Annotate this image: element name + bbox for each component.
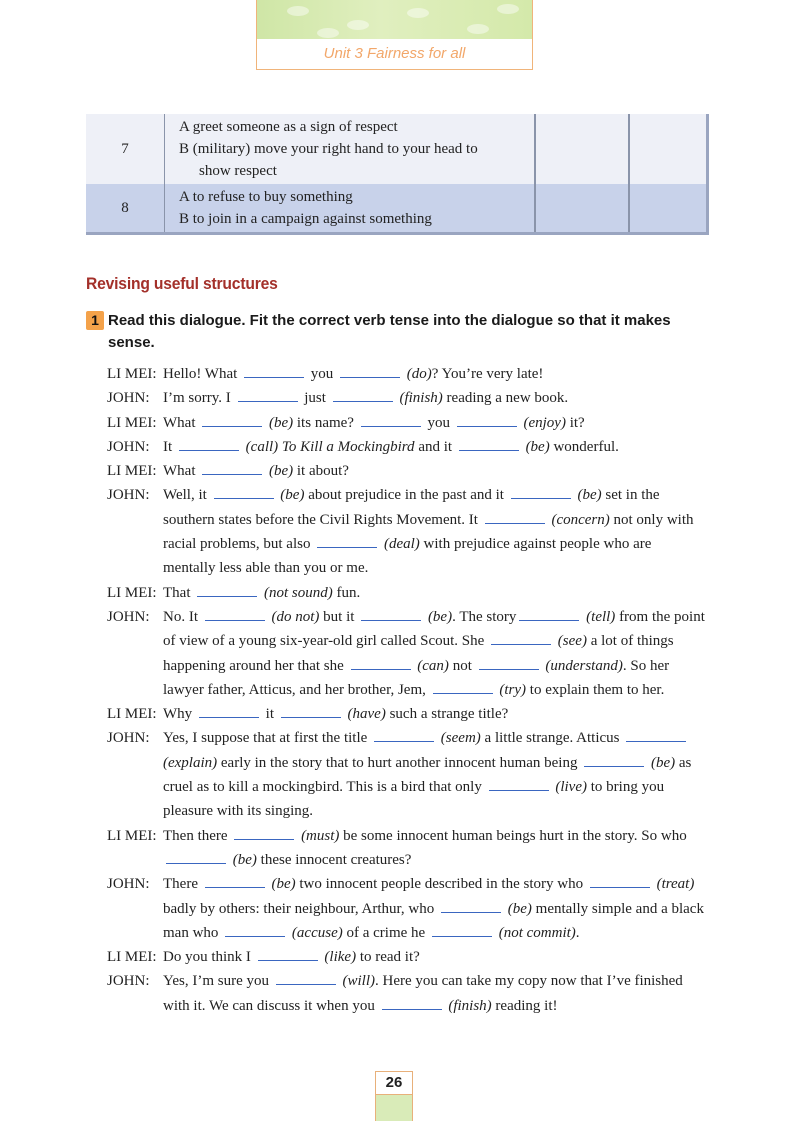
answer-blank[interactable] bbox=[205, 875, 265, 888]
speaker-label: JOHN: bbox=[107, 438, 150, 455]
dialogue-line bbox=[107, 969, 707, 1018]
verb-hint: (treat) bbox=[656, 876, 695, 893]
text-segment: Yes, I’m sure you bbox=[163, 973, 273, 990]
answer-blank[interactable] bbox=[333, 389, 393, 402]
dialogue-text bbox=[163, 605, 707, 702]
verb-hint: (be) bbox=[650, 754, 676, 771]
answer-blank[interactable] bbox=[205, 608, 265, 621]
definition-line: show respect bbox=[199, 163, 277, 179]
text-segment: such a strange title? bbox=[385, 706, 509, 723]
answer-blank[interactable] bbox=[340, 365, 400, 378]
answer-blank[interactable] bbox=[457, 414, 517, 427]
verb-hint: (be) bbox=[280, 487, 305, 504]
text-segment: I’m sorry. I bbox=[163, 390, 235, 407]
answer-cell[interactable] bbox=[535, 184, 629, 234]
verb-hint: (enjoy) bbox=[523, 414, 566, 431]
speaker-label: JOHN: bbox=[107, 487, 150, 504]
text-segment: a lot of things happening around her that she bbox=[163, 633, 674, 674]
definition-line: B to join in a campaign against something bbox=[179, 211, 432, 227]
answer-blank[interactable] bbox=[225, 924, 285, 937]
answer-blank[interactable] bbox=[361, 608, 421, 621]
speaker-label: LI MEI: bbox=[107, 706, 157, 723]
answer-blank[interactable] bbox=[590, 875, 650, 888]
text-segment: That bbox=[163, 584, 195, 601]
answer-blank[interactable] bbox=[238, 389, 298, 402]
text-segment: reading a new book. bbox=[442, 390, 569, 407]
definition-line: A to refuse to buy something bbox=[179, 189, 353, 205]
text-segment: you bbox=[423, 414, 454, 431]
verb-hint: (be) bbox=[525, 438, 550, 455]
dialogue-line bbox=[107, 435, 707, 459]
answer-blank[interactable] bbox=[179, 438, 239, 451]
dialogue-line bbox=[107, 459, 707, 483]
text-segment: as cruel as to kill a mockingbird. This is a bird that only bbox=[163, 754, 692, 796]
answer-blank[interactable] bbox=[511, 486, 571, 499]
verb-hint: (do not) bbox=[271, 608, 320, 625]
answer-blank[interactable] bbox=[374, 729, 434, 742]
verb-hint: (can) bbox=[417, 657, 449, 674]
dialogue-text bbox=[163, 969, 707, 1018]
text-segment: wonderful. bbox=[549, 438, 619, 455]
verb-hint: (be) bbox=[577, 487, 602, 504]
verb-hint: (be) bbox=[232, 851, 257, 868]
dialogue-line bbox=[107, 362, 707, 386]
answer-blank[interactable] bbox=[479, 657, 539, 670]
verb-hint: (not sound) bbox=[264, 584, 333, 601]
text-segment: be some innocent human beings hurt in the story. So who bbox=[339, 827, 687, 844]
instruction-text: Read this dialogue. Fit the correct verb tense into the dialogue so that it makes bbox=[108, 312, 671, 329]
row-definitions bbox=[165, 184, 536, 234]
answer-blank[interactable] bbox=[197, 584, 257, 597]
exercise-number-badge: 1 bbox=[86, 311, 104, 330]
dialogue-text bbox=[163, 459, 707, 483]
verb-hint: (call) To Kill a Mockingbird bbox=[245, 438, 415, 455]
text-segment: and it bbox=[414, 438, 456, 455]
text-segment: of a crime he bbox=[342, 924, 429, 941]
speaker-label: JOHN: bbox=[107, 730, 150, 747]
speaker-label: LI MEI: bbox=[107, 949, 157, 966]
text-segment: . bbox=[575, 924, 580, 941]
verb-hint: (be) bbox=[271, 876, 296, 893]
dialogue-text bbox=[163, 411, 707, 435]
text-segment: you bbox=[307, 366, 338, 382]
exercise-instruction bbox=[86, 310, 716, 354]
answer-blank[interactable] bbox=[584, 754, 644, 767]
text-segment: It bbox=[163, 438, 176, 455]
answer-blank[interactable] bbox=[361, 414, 421, 427]
text-segment: Yes, I suppose that at first the title bbox=[163, 730, 372, 747]
text-segment: Why bbox=[163, 706, 196, 723]
speaker-label: JOHN: bbox=[107, 390, 150, 407]
answer-blank[interactable] bbox=[214, 486, 274, 499]
dialogue-text bbox=[163, 362, 707, 386]
text-segment: fun. bbox=[332, 584, 361, 601]
text-segment: ? You’re very late! bbox=[431, 366, 544, 382]
answer-blank[interactable] bbox=[317, 535, 377, 548]
answer-cell[interactable] bbox=[629, 184, 708, 234]
text-segment: Well, it bbox=[163, 487, 211, 504]
text-segment: badly by others: their neighbour, Arthur, who bbox=[163, 900, 439, 917]
definition-line: A greet someone as a sign of respect bbox=[179, 119, 398, 135]
text-segment: about prejudice in the past and it bbox=[304, 487, 508, 504]
text-segment: What bbox=[163, 414, 200, 431]
text-segment: its name? bbox=[293, 414, 358, 431]
dialogue-line bbox=[107, 824, 707, 873]
dialogue-line bbox=[107, 483, 707, 580]
answer-blank[interactable] bbox=[626, 729, 686, 742]
text-segment: it about? bbox=[293, 463, 349, 480]
dialogue-line bbox=[107, 726, 707, 823]
section-title: Revising useful structures bbox=[86, 274, 278, 293]
dialogue bbox=[107, 362, 707, 1018]
verb-hint: (do) bbox=[406, 366, 432, 382]
text-segment: it? bbox=[565, 414, 585, 431]
text-segment: Hello! What bbox=[163, 366, 242, 382]
verb-hint: (have) bbox=[347, 706, 386, 723]
speaker-label: JOHN: bbox=[107, 973, 150, 990]
verb-hint: (concern) bbox=[551, 511, 610, 528]
verb-hint: (try) bbox=[499, 681, 527, 698]
answer-blank[interactable] bbox=[202, 414, 262, 427]
answer-blank[interactable] bbox=[441, 900, 501, 913]
verb-hint: (seem) bbox=[440, 730, 481, 747]
row-number: 8 bbox=[86, 184, 165, 234]
dialogue-line bbox=[107, 411, 707, 435]
text-segment: . Here you can take my copy now that I’ve finished with it. We can discuss it when you bbox=[163, 973, 683, 1014]
text-segment: not only with racial problems, but also bbox=[163, 511, 694, 553]
answer-blank[interactable] bbox=[433, 681, 493, 694]
dialogue-line bbox=[107, 872, 707, 945]
text-segment: from the point of view of a young six-year-old girl called Scout. She bbox=[163, 608, 705, 650]
dialogue-text bbox=[163, 726, 707, 823]
answer-cell[interactable] bbox=[535, 114, 629, 184]
answer-blank[interactable] bbox=[199, 705, 259, 718]
answer-blank[interactable] bbox=[244, 365, 304, 378]
page-number-tab bbox=[375, 1071, 413, 1121]
speaker-label: LI MEI: bbox=[107, 463, 157, 480]
dialogue-line bbox=[107, 386, 707, 410]
text-segment: . So her lawyer father, Atticus, and her brother, Jem, bbox=[163, 657, 670, 698]
definition-line: B (military) move your right hand to your head to bbox=[179, 141, 478, 157]
answer-blank[interactable] bbox=[432, 924, 492, 937]
answer-cell[interactable] bbox=[629, 114, 708, 184]
text-segment: There bbox=[163, 876, 202, 893]
text-segment: not bbox=[448, 657, 476, 674]
verb-hint: (be) bbox=[268, 463, 294, 480]
text-segment: but it bbox=[319, 608, 359, 625]
header-decoration bbox=[257, 0, 532, 39]
speaker-label: LI MEI: bbox=[107, 366, 157, 382]
verb-hint: (will) bbox=[342, 973, 375, 990]
unit-header bbox=[256, 0, 533, 70]
answer-blank[interactable] bbox=[258, 948, 318, 961]
text-segment: early in the story that to hurt another innocent human being bbox=[217, 754, 582, 771]
verb-hint: (must) bbox=[301, 827, 340, 844]
verb-hint: (live) bbox=[555, 779, 587, 796]
verb-hint: (explain) bbox=[163, 754, 218, 771]
dialogue-text bbox=[163, 386, 707, 410]
dialogue-line bbox=[107, 581, 707, 605]
text-segment: Then there bbox=[163, 827, 232, 844]
verb-hint: (be) bbox=[507, 900, 532, 917]
page-number: 26 bbox=[376, 1072, 412, 1095]
dialogue-line bbox=[107, 702, 707, 726]
table-row bbox=[86, 184, 708, 234]
text-segment: No. It bbox=[163, 608, 202, 625]
verb-hint: (finish) bbox=[448, 997, 492, 1014]
answer-blank[interactable] bbox=[485, 511, 545, 524]
row-number: 7 bbox=[86, 114, 165, 184]
text-segment: reading it! bbox=[491, 997, 558, 1014]
text-segment: it bbox=[261, 706, 278, 723]
text-segment: . The story bbox=[452, 608, 517, 625]
text-segment: set in the southern states before the Civil Rights Movement. It bbox=[163, 487, 660, 528]
verb-hint: (finish) bbox=[399, 390, 443, 407]
answer-blank[interactable] bbox=[382, 997, 442, 1010]
answer-blank[interactable] bbox=[276, 972, 336, 985]
text-segment: these innocent creatures? bbox=[256, 851, 412, 868]
text-segment: mentally simple and a black man who bbox=[163, 900, 704, 941]
verb-hint: (be) bbox=[427, 608, 453, 625]
verb-hint: (not commit) bbox=[498, 924, 576, 941]
row-definitions bbox=[165, 114, 536, 184]
verb-hint: (like) bbox=[324, 949, 357, 966]
dialogue-text bbox=[163, 581, 707, 605]
dialogue-line bbox=[107, 605, 707, 702]
text-segment: to explain them to her. bbox=[526, 681, 665, 698]
answer-blank[interactable] bbox=[202, 462, 262, 475]
verb-hint: (see) bbox=[557, 633, 587, 650]
instruction-text: sense. bbox=[108, 334, 155, 351]
speaker-label: LI MEI: bbox=[107, 584, 157, 601]
answer-blank[interactable] bbox=[234, 827, 294, 840]
dialogue-text bbox=[163, 945, 707, 969]
unit-title: Unit 3 Fairness for all bbox=[323, 45, 466, 62]
answer-blank[interactable] bbox=[519, 608, 579, 621]
text-segment: with prejudice against people who are mentally less able than you or me. bbox=[163, 536, 652, 577]
text-segment: to read it? bbox=[356, 949, 420, 966]
answer-blank[interactable] bbox=[489, 778, 549, 791]
speaker-label: LI MEI: bbox=[107, 827, 157, 844]
answer-blank[interactable] bbox=[166, 851, 226, 864]
table-row bbox=[86, 114, 708, 184]
speaker-label: JOHN: bbox=[107, 876, 150, 893]
text-segment: just bbox=[300, 390, 330, 407]
answer-blank[interactable] bbox=[281, 705, 341, 718]
dialogue-text bbox=[163, 702, 707, 726]
text-segment: a little strange. Atticus bbox=[480, 730, 624, 747]
vocabulary-table bbox=[86, 114, 709, 235]
answer-blank[interactable] bbox=[459, 438, 519, 451]
dialogue-text bbox=[163, 483, 707, 580]
answer-blank[interactable] bbox=[491, 632, 551, 645]
verb-hint: (understand) bbox=[545, 657, 623, 674]
dialogue-text bbox=[163, 872, 707, 945]
speaker-label: LI MEI: bbox=[107, 414, 157, 431]
text-segment: What bbox=[163, 463, 200, 480]
verb-hint: (be) bbox=[268, 414, 294, 431]
dialogue-text bbox=[163, 824, 707, 873]
speaker-label: JOHN: bbox=[107, 608, 150, 625]
dialogue-text bbox=[163, 435, 707, 459]
verb-hint: (accuse) bbox=[291, 924, 343, 941]
verb-hint: (tell) bbox=[586, 608, 616, 625]
answer-blank[interactable] bbox=[351, 657, 411, 670]
text-segment: two innocent people described in the story who bbox=[295, 876, 587, 893]
text-segment: to bring you pleasure with its singing. bbox=[163, 779, 665, 820]
text-segment: Do you think I bbox=[163, 949, 255, 966]
dialogue-line bbox=[107, 945, 707, 969]
verb-hint: (deal) bbox=[383, 536, 420, 553]
